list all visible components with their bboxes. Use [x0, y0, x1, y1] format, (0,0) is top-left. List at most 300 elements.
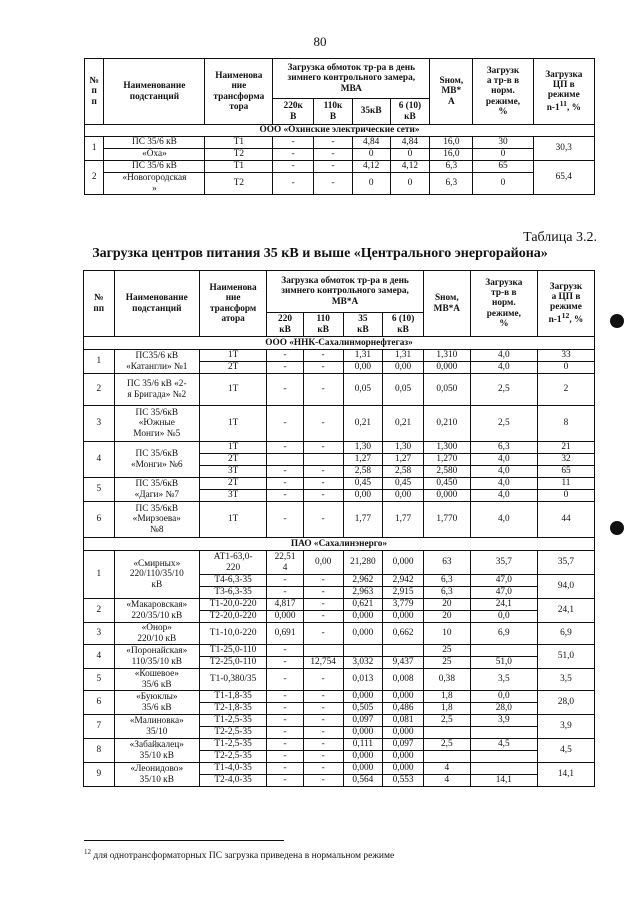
- load-220-cell: -: [273, 161, 314, 173]
- load-norm-cell: 0: [473, 149, 533, 161]
- footnote-ref: 12: [561, 310, 570, 320]
- row-num: 1: [85, 137, 104, 161]
- substation-name: «Онор» 220/10 кВ: [114, 623, 200, 645]
- load-220-cell: -: [267, 406, 304, 442]
- transformer-cell: 1Т: [200, 502, 267, 538]
- load-norm-cell: 4,0: [470, 490, 537, 502]
- load-35-cell: 2,963: [343, 587, 383, 599]
- load-norm-cell: 6,3: [470, 442, 537, 454]
- load-cp-cell: 21: [537, 442, 594, 454]
- load-6-cell: 4,12: [390, 161, 430, 173]
- row-num: 6: [84, 502, 115, 538]
- load-110-cell: -: [303, 442, 343, 454]
- table-row: [84, 763, 595, 775]
- load-norm-cell: 0: [473, 173, 533, 195]
- row-num: 1: [84, 551, 115, 599]
- transformer-cell: Т1-10,0-220: [200, 623, 267, 645]
- load-35-cell: 0,000: [343, 691, 383, 703]
- substation-name: ПС 35/6кВ «Мирзоева» №8: [114, 502, 200, 538]
- load-6-cell: 0,000: [383, 727, 424, 739]
- col-num-header: № пп: [84, 271, 115, 337]
- substation-name: «Оха»: [104, 149, 205, 161]
- table-central-energy-district: [83, 270, 595, 787]
- load-110-cell: -: [303, 703, 343, 715]
- load-norm-cell: 30: [473, 137, 533, 149]
- snom-cell: 16,0: [430, 149, 473, 161]
- load-110-cell: -: [303, 406, 343, 442]
- load-110-cell: -: [303, 599, 343, 611]
- load-cp-cell: 3,9: [537, 715, 594, 739]
- load-220-cell: 0,000: [267, 611, 304, 623]
- load-220-cell: [267, 454, 304, 466]
- load-norm-cell: 35,7: [470, 551, 537, 575]
- load-norm-cell: 2,5: [470, 406, 537, 442]
- load-35-cell: 0,05: [343, 374, 383, 406]
- substation-name: «Леонидово» 35/10 кВ: [114, 763, 200, 787]
- transformer-cell: Т2-20,0-220: [200, 611, 267, 623]
- load-220-cell: -: [267, 645, 304, 657]
- snom-cell: 2,5: [423, 715, 470, 727]
- load-110-cell: -: [303, 466, 343, 478]
- footnote: [84, 848, 394, 861]
- load-35-cell: 4,12: [352, 161, 390, 173]
- load-6-cell: 3,779: [383, 599, 424, 611]
- load-110-cell: 12,754: [303, 657, 343, 669]
- snom-cell: 1,8: [423, 703, 470, 715]
- col-load-norm-header: Загрузк а тр-в в норм. режиме, %: [473, 59, 533, 125]
- load-norm-cell: 3,5: [470, 669, 537, 691]
- load-norm-cell: 4,5: [470, 739, 537, 751]
- substation-name: ПС 35/6 кВ: [104, 137, 205, 149]
- load-110-cell: -: [303, 490, 343, 502]
- table-row: [84, 669, 595, 691]
- load-110-cell: -: [303, 362, 343, 374]
- load-220-cell: -: [267, 727, 304, 739]
- load-norm-cell: [470, 751, 537, 763]
- table-row: [84, 623, 595, 645]
- load-6-cell: 0,000: [383, 551, 424, 575]
- load-220-cell: -: [273, 173, 314, 195]
- section-title: ООО «Охинские электрические сети»: [85, 125, 595, 137]
- transformer-cell: 1Т: [200, 442, 267, 454]
- load-35-cell: 21,280: [343, 551, 383, 575]
- transformer-cell: Т1-25,0-110: [200, 645, 267, 657]
- load-6-cell: 0,081: [383, 715, 424, 727]
- row-num: 2: [84, 374, 115, 406]
- load-220-cell: 0,691: [267, 623, 304, 645]
- transformer-cell: Т2: [205, 149, 273, 161]
- load-220-cell: -: [267, 669, 304, 691]
- load-6-cell: 0,21: [383, 406, 424, 442]
- load-norm-cell: 51,0: [470, 657, 537, 669]
- table-row: [84, 406, 595, 442]
- transformer-cell: 2Т: [200, 362, 267, 374]
- substation-name: «Малиновка» 35/10: [114, 715, 200, 739]
- transformer-cell: Т1-0,380/35: [200, 669, 267, 691]
- row-num: 2: [85, 161, 104, 195]
- row-num: 6: [84, 691, 115, 715]
- load-220-cell: -: [273, 149, 314, 161]
- transformer-cell: Т2-2,5-35: [200, 751, 267, 763]
- substation-name: ПС 35/6 кВ: [104, 161, 205, 173]
- load-220-cell: -: [267, 575, 304, 587]
- transformer-cell: 3Т: [200, 466, 267, 478]
- transformer-cell: Т2-2,5-35: [200, 727, 267, 739]
- load-cp-cell: 0: [537, 490, 594, 502]
- load-cp-label: Загрузк а ЦП в режиме n-1: [548, 281, 583, 326]
- load-110-cell: -: [303, 350, 343, 362]
- transformer-cell: Т2-1,8-35: [200, 703, 267, 715]
- load-35-cell: 0,00: [343, 490, 383, 502]
- load-cp-cell: 28,0: [537, 691, 594, 715]
- col-6-header: 6 (10) кВ: [383, 313, 424, 337]
- load-220-cell: -: [267, 587, 304, 599]
- col-load-cp-header: [533, 59, 594, 125]
- snom-cell: 4: [423, 763, 470, 775]
- load-norm-cell: 4,0: [470, 466, 537, 478]
- load-35-cell: 2,962: [343, 575, 383, 587]
- load-220-cell: -: [267, 502, 304, 538]
- load-cp-cell: 65,4: [533, 161, 594, 195]
- transformer-cell: Т4-6,3-35: [200, 575, 267, 587]
- table-row: [84, 739, 595, 751]
- row-num: 3: [84, 623, 115, 645]
- load-6-cell: 0,553: [383, 775, 424, 787]
- load-6-cell: 0,00: [383, 490, 424, 502]
- load-220-cell: -: [267, 442, 304, 454]
- row-num: 5: [84, 478, 115, 502]
- row-num: 8: [84, 739, 115, 763]
- load-110-cell: [303, 454, 343, 466]
- substation-name: «Забайкалец» 35/10 кВ: [114, 739, 200, 763]
- load-norm-cell: 14,1: [470, 775, 537, 787]
- load-35-cell: 1,77: [343, 502, 383, 538]
- load-110-cell: [303, 645, 343, 657]
- load-110-cell: -: [314, 161, 353, 173]
- transformer-cell: Т1-2,5-35: [200, 739, 267, 751]
- load-cp-cell: 51,0: [537, 645, 594, 669]
- col-110-header: 110к В: [314, 99, 353, 125]
- load-110-cell: -: [303, 727, 343, 739]
- transformer-cell: Т1-1,8-35: [200, 691, 267, 703]
- footnote-divider: [84, 840, 284, 841]
- load-6-cell: 0,45: [383, 478, 424, 490]
- load-cp-cell: 44: [537, 502, 594, 538]
- load-norm-cell: 6,9: [470, 623, 537, 645]
- snom-cell: 1,310: [423, 350, 470, 362]
- col-220-header: 220 кВ: [267, 313, 304, 337]
- substation-name: «Новогородская »: [104, 173, 205, 195]
- snom-cell: 6,3: [423, 575, 470, 587]
- transformer-cell: 1Т: [200, 406, 267, 442]
- load-cp-cell: 30,3: [533, 137, 594, 161]
- substation-name: «Смирных» 220/110/35/10 кВ: [114, 551, 200, 599]
- load-220-cell: 22,51 4: [267, 551, 304, 575]
- load-220-cell: -: [267, 703, 304, 715]
- load-110-cell: -: [303, 751, 343, 763]
- load-6-cell: 1,30: [383, 442, 424, 454]
- load-norm-cell: 65: [473, 161, 533, 173]
- col-35-header: 35 кВ: [343, 313, 383, 337]
- substation-name: ПС 35/6кВ «Южные Монги» №5: [114, 406, 200, 442]
- load-35-cell: 0,00: [343, 362, 383, 374]
- load-220-cell: -: [267, 763, 304, 775]
- load-110-cell: -: [303, 587, 343, 599]
- load-cp-unit: , %: [566, 103, 581, 114]
- load-cp-cell: 6,9: [537, 623, 594, 645]
- row-num: 2: [84, 599, 115, 623]
- substation-name: «Буюклы» 35/6 кВ: [114, 691, 200, 715]
- load-35-cell: [343, 645, 383, 657]
- load-35-cell: 1,30: [343, 442, 383, 454]
- load-35-cell: 0,621: [343, 599, 383, 611]
- snom-cell: 1,770: [423, 502, 470, 538]
- load-220-cell: -: [267, 739, 304, 751]
- hole-punch-mark: [610, 521, 624, 535]
- transformer-cell: 3Т: [200, 490, 267, 502]
- load-norm-cell: 4,0: [470, 362, 537, 374]
- transformer-cell: 2Т: [200, 454, 267, 466]
- load-cp-cell: 35,7: [537, 551, 594, 575]
- section-title: ПАО «Сахалинэнерго»: [84, 538, 595, 551]
- load-norm-cell: 0,0: [470, 611, 537, 623]
- transformer-cell: Т3-6,3-35: [200, 587, 267, 599]
- col-110-header: 110 кВ: [303, 313, 343, 337]
- load-110-cell: -: [303, 575, 343, 587]
- substation-name: ПС35/6 кВ «Катангли» №1: [114, 350, 200, 374]
- load-6-cell: 1,77: [383, 502, 424, 538]
- load-6-cell: 2,58: [383, 466, 424, 478]
- load-110-cell: -: [303, 374, 343, 406]
- load-110-cell: -: [303, 669, 343, 691]
- row-num: 9: [84, 763, 115, 787]
- substation-name: ПС 35/6кВ «Даги» №7: [114, 478, 200, 502]
- load-220-cell: -: [267, 478, 304, 490]
- snom-cell: 63: [423, 551, 470, 575]
- footnote-text: для однотрансформаторных ПС загрузка приведена в нормальном режиме: [91, 851, 395, 862]
- load-6-cell: 1,27: [383, 454, 424, 466]
- col-name-header: Наименование подстанций: [114, 271, 200, 337]
- table-row: [84, 442, 595, 454]
- load-6-cell: 0: [390, 149, 430, 161]
- transformer-cell: Т1-2,5-35: [200, 715, 267, 727]
- load-110-cell: -: [314, 149, 353, 161]
- table-row: [84, 691, 595, 703]
- load-norm-cell: [470, 727, 537, 739]
- row-num: 1: [84, 350, 115, 374]
- transformer-cell: Т1-4,0-35: [200, 763, 267, 775]
- snom-cell: 1,300: [423, 442, 470, 454]
- load-cp-cell: 0: [537, 362, 594, 374]
- table-title: Загрузка центров питания 35 кВ и выше «Центрального энергорайона»: [92, 246, 548, 261]
- load-220-cell: -: [267, 490, 304, 502]
- load-110-cell: -: [303, 691, 343, 703]
- load-35-cell: 0,000: [343, 623, 383, 645]
- load-norm-cell: 28,0: [470, 703, 537, 715]
- load-norm-cell: 4,0: [470, 478, 537, 490]
- load-cp-cell: 4,5: [537, 739, 594, 763]
- table-row: [84, 645, 595, 657]
- snom-cell: 0,000: [423, 490, 470, 502]
- load-norm-cell: 4,0: [470, 350, 537, 362]
- load-6-cell: 4,84: [390, 137, 430, 149]
- load-cp-cell: 8: [537, 406, 594, 442]
- snom-cell: 4: [423, 775, 470, 787]
- transformer-cell: Т2-4,0-35: [200, 775, 267, 787]
- substation-name: «Кошевое» 35/6 кВ: [114, 669, 200, 691]
- load-norm-cell: 47,0: [470, 575, 537, 587]
- snom-cell: 0,210: [423, 406, 470, 442]
- substation-name: «Макаровская» 220/35/10 кВ: [114, 599, 200, 623]
- load-35-cell: 0,000: [343, 751, 383, 763]
- load-35-cell: 4,84: [352, 137, 390, 149]
- load-6-cell: 0,008: [383, 669, 424, 691]
- load-norm-cell: 47,0: [470, 587, 537, 599]
- snom-cell: 6,3: [423, 587, 470, 599]
- snom-cell: 0,450: [423, 478, 470, 490]
- table-label: Таблица 3.2.: [523, 230, 597, 245]
- row-num: 5: [84, 669, 115, 691]
- load-110-cell: 0,00: [303, 551, 343, 575]
- col-load-norm-header: Загрузка тр-в в норм. режиме, %: [470, 271, 537, 337]
- section-title: ООО «ННК-Сахалинморнефтегаз»: [84, 337, 595, 350]
- load-6-cell: 2,915: [383, 587, 424, 599]
- load-35-cell: 0,45: [343, 478, 383, 490]
- load-cp-cell: 11: [537, 478, 594, 490]
- snom-cell: 0,000: [423, 362, 470, 374]
- load-35-cell: 0,013: [343, 669, 383, 691]
- load-35-cell: 0,000: [343, 763, 383, 775]
- col-snom-header: Sном, МВ* А: [430, 59, 473, 125]
- load-110-cell: -: [314, 173, 353, 195]
- row-num: 4: [84, 442, 115, 478]
- load-6-cell: 0,486: [383, 703, 424, 715]
- col-num-header: № п п: [85, 59, 104, 125]
- load-cp-label: Загрузка ЦП в режиме n-1: [545, 69, 583, 114]
- load-6-cell: 0: [390, 173, 430, 195]
- transformer-cell: АТ1-63,0- 220: [200, 551, 267, 575]
- load-220-cell: -: [267, 775, 304, 787]
- load-norm-cell: 2,5: [470, 374, 537, 406]
- load-220-cell: -: [267, 751, 304, 763]
- snom-cell: 20: [423, 611, 470, 623]
- table-row: [84, 551, 595, 575]
- transformer-cell: 1Т: [200, 374, 267, 406]
- col-name-header: Наименование подстанций: [104, 59, 205, 125]
- substation-name: ПС 35/6кВ «Монги» №6: [114, 442, 200, 478]
- load-6-cell: 1,31: [383, 350, 424, 362]
- snom-cell: 1,8: [423, 691, 470, 703]
- load-cp-cell: 14,1: [537, 763, 594, 787]
- transformer-cell: Т1: [205, 161, 273, 173]
- load-cp-cell: 3,5: [537, 669, 594, 691]
- load-220-cell: 4,817: [267, 599, 304, 611]
- hole-punch-mark: [610, 314, 624, 328]
- load-35-cell: 0,000: [343, 727, 383, 739]
- load-220-cell: -: [267, 374, 304, 406]
- transformer-cell: 2Т: [200, 478, 267, 490]
- load-110-cell: -: [314, 137, 353, 149]
- table-row: [84, 478, 595, 490]
- load-cp-cell: 24,1: [537, 599, 594, 623]
- load-35-cell: 0,21: [343, 406, 383, 442]
- transformer-cell: Т2: [205, 173, 273, 195]
- load-220-cell: -: [267, 715, 304, 727]
- load-norm-cell: 0,0: [470, 691, 537, 703]
- footnote-number: 12: [84, 848, 91, 856]
- col-load-group-header: Загрузка обмоток тр-ра в день зимнего контрольного замера, МВА: [273, 59, 430, 99]
- load-35-cell: 3,032: [343, 657, 383, 669]
- snom-cell: 25: [423, 657, 470, 669]
- load-cp-cell: 2: [537, 374, 594, 406]
- snom-cell: [423, 751, 470, 763]
- snom-cell: 2,580: [423, 466, 470, 478]
- load-6-cell: 0,05: [383, 374, 424, 406]
- load-110-cell: -: [303, 715, 343, 727]
- load-35-cell: 0,564: [343, 775, 383, 787]
- snom-cell: 25: [423, 645, 470, 657]
- load-6-cell: 0,662: [383, 623, 424, 645]
- table-previous-continued: [84, 58, 595, 195]
- col-220-header: 220к В: [273, 99, 314, 125]
- load-35-cell: 0,000: [343, 611, 383, 623]
- load-6-cell: 0,000: [383, 691, 424, 703]
- load-35-cell: 0,111: [343, 739, 383, 751]
- load-norm-cell: 4,0: [470, 454, 537, 466]
- load-6-cell: 0,000: [383, 751, 424, 763]
- load-6-cell: 0,000: [383, 763, 424, 775]
- col-trafo-header: Наименова ние трансформа тора: [205, 59, 273, 125]
- transformer-cell: Т2-25,0-110: [200, 657, 267, 669]
- load-6-cell: 0,097: [383, 739, 424, 751]
- load-cp-cell: 33: [537, 350, 594, 362]
- table-row: [84, 599, 595, 611]
- snom-cell: 6,3: [430, 161, 473, 173]
- load-110-cell: -: [303, 763, 343, 775]
- col-load-cp-header: [537, 271, 594, 337]
- col-6-header: 6 (10) кВ: [390, 99, 430, 125]
- row-num: 4: [84, 645, 115, 669]
- col-snom-header: Sном, МВ*А: [423, 271, 470, 337]
- load-110-cell: -: [303, 478, 343, 490]
- load-norm-cell: 24,1: [470, 599, 537, 611]
- transformer-cell: Т1-20,0-220: [200, 599, 267, 611]
- load-110-cell: -: [303, 775, 343, 787]
- load-35-cell: 0: [352, 173, 390, 195]
- substation-name: «Поронайская» 110/35/10 кВ: [114, 645, 200, 669]
- page-number: 80: [313, 34, 327, 49]
- transformer-cell: 1Т: [200, 350, 267, 362]
- snom-cell: 2,5: [423, 739, 470, 751]
- load-35-cell: 1,31: [343, 350, 383, 362]
- snom-cell: 0,38: [423, 669, 470, 691]
- snom-cell: 1,270: [423, 454, 470, 466]
- snom-cell: 10: [423, 623, 470, 645]
- load-6-cell: 0,00: [383, 362, 424, 374]
- load-cp-cell: 94,0: [537, 575, 594, 599]
- table-row: [84, 502, 595, 538]
- col-load-group-header: Загрузка обмоток тр-ра в день зимнего контрольного замера, МВ*А: [267, 271, 424, 313]
- load-220-cell: -: [273, 137, 314, 149]
- load-35-cell: 1,27: [343, 454, 383, 466]
- load-110-cell: -: [303, 739, 343, 751]
- row-num: 3: [84, 406, 115, 442]
- snom-cell: 16,0: [430, 137, 473, 149]
- load-6-cell: 0,000: [383, 611, 424, 623]
- load-norm-cell: [470, 645, 537, 657]
- load-cp-cell: 65: [537, 466, 594, 478]
- load-cp-unit: , %: [569, 315, 584, 326]
